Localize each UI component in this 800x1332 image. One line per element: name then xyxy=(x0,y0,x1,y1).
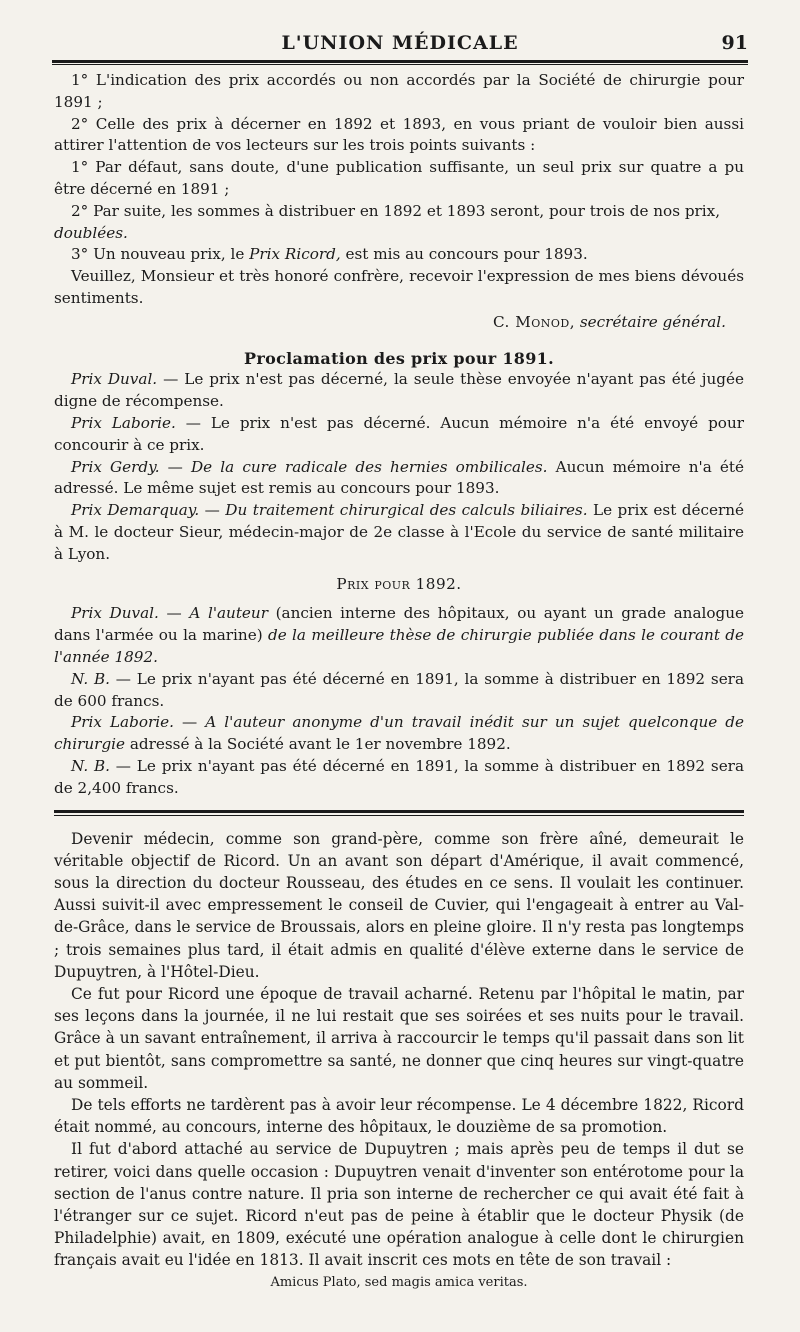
letter-point-1: 1° Par défaut, sans doute, d'une publication suffisante, un seul prix sur quatre a pu être décerné en 1891 ; xyxy=(54,158,744,198)
letter-signature: C. Monod, secrétaire général. xyxy=(492,312,726,331)
nota-bene-2: N. B. — Le prix n'ayant pas été décerné en 1891, la somme à distribuer en 1892 sera de 2,400 francs. xyxy=(54,756,744,797)
latin-quote: Amicus Plato, sed magis amica veritas. xyxy=(270,1274,528,1290)
prize-1892-laborie: Prix Laborie. — A l'auteur anonyme d'un travail inédit sur un sujet quelconque de chirurgie adressé à la Société avant le 1er novembre 1892. xyxy=(54,713,744,754)
nota-bene-1: N. B. — Le prix n'ayant pas été décerné en 1891, la somme à distribuer en 1892 sera de 600 francs. xyxy=(54,669,744,710)
letter-point-3: 3° Un nouveau prix, le Prix Ricord, est mis au concours pour 1893. xyxy=(71,245,588,264)
biography-paragraph-3: De tels efforts ne tardèrent pas à avoir leur récompense. Le 4 décembre 1822, Ricord était nommé, au concours, interne des hôpitaux, le douzième de sa promotion. xyxy=(54,1095,744,1137)
proclamation-heading: Proclamation des prix pour 1891. xyxy=(244,348,554,368)
biography-paragraph-1: Devenir médecin, comme son grand-père, comme son frère aîné, demeurait le véritable objectif de Ricord. Un an avant son départ d'Amérique, il avait commencé, sous la direction du docteur Rousseau, des études en ce sens. Il voulait les continuer. Aussi suivit-il avec empressement le conseil de Cuvier, qui l'engageait à entrer au Val-de-Grâce, dans le service de Broussais, alors en pleine gloire. Il n'y resta pas longtemps ; trois semaines plus tard, il était admis en qualité d'élève externe dans le service de Dupuytren, à l'Hôtel-Dieu. xyxy=(54,829,744,981)
letter-item-2: 2° Celle des prix à décerner en 1892 et 1893, en vous priant de vouloir bien aussi attirer l'attention de vos lecteurs sur les trois points suivants : xyxy=(54,114,744,155)
section-divider xyxy=(54,810,744,816)
prize-1891-demarquay: Prix Demarquay. — Du traitement chirurgical des calculs biliaires. Le prix est décerné à M. le docteur Sieur, médecin-major de 2e classe à l'Ecole du service de santé militaire à Lyon. xyxy=(54,501,744,563)
prize-1891-gerdy: Prix Gerdy. — De la cure radicale des hernies ombilicales. Aucun mémoire n'a été adressé. Le même sujet est remis au concours pour 1893. xyxy=(54,457,744,498)
prize-1891-duval: Prix Duval. — Le prix n'est pas décerné, la seule thèse envoyée n'ayant pas été jugée digne de récompense. xyxy=(54,370,744,411)
letter-point-2: 2° Par suite, les sommes à distribuer en 1892 et 1893 seront, pour trois de nos prix, doublées. xyxy=(54,201,721,242)
letter-item-1: 1° L'indication des prix accordés ou non accordés par la Société de chirurgie pour 1891 ; xyxy=(54,71,744,111)
prize-1892-duval: Prix Duval. — A l'auteur (ancien interne des hôpitaux, ou ayant un grade analogue dans l'armée ou la marine) de la meilleure thèse de chirurgie publiée dans le courant de l'année 1892. xyxy=(54,604,745,666)
biography-section xyxy=(54,828,744,1294)
page-content xyxy=(54,70,744,1294)
page-header xyxy=(52,26,748,63)
prix-1892-heading: Prix pour 1892. xyxy=(336,574,462,593)
page-number: 91 xyxy=(721,32,748,54)
journal-title: L'UNION MÉDICALE xyxy=(281,32,519,54)
letter-closing: Veuillez, Monsieur et très honoré confrère, recevoir l'expression de mes biens dévoués sentiments. xyxy=(54,267,744,307)
biography-paragraph-4: Il fut d'abord attaché au service de Dupuytren ; mais après peu de temps il dut se retirer, voici dans quelle occasion : Dupuytren venait d'inventer son entérotome pour la section de l'anus contre nature. Il pria son interne de rechercher ce qui avait été fait à l'étranger sur ce sujet. Ricord n'eut pas de peine à établir que le docteur Physik (de Philadelphie) avait, en 1809, exécuté une opération analogue à celle dont le chirurgien français avait eu l'idée en 1813. Il avait inscrit ces mots en tête de son travail : xyxy=(54,1140,744,1270)
prize-1891-laborie: Prix Laborie. — Le prix n'est pas décerné. Aucun mémoire n'a été envoyé pour concourir à ce prix. xyxy=(54,413,744,454)
biography-paragraph-2: Ce fut pour Ricord une époque de travail acharné. Retenu par l'hôpital le matin, par ses leçons dans la journée, il ne lui restait que ses soirées et ses nuits pour le travail. Grâce à un savant entraînement, il arriva à raccourcir le temps qu'il passait dans son lit et put bientôt, sans compromettre sa santé, ne donner que cinq heures sur vingt-quatre au sommeil. xyxy=(54,984,744,1092)
header-rule xyxy=(52,64,748,65)
